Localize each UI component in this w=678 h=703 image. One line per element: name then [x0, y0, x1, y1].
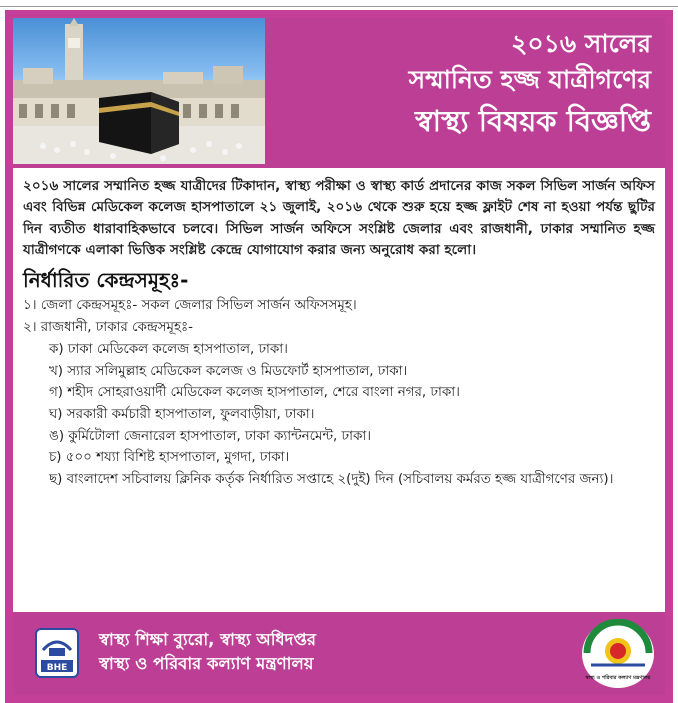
list-item: গ) শহীদ সোহরাওয়ার্দী মেডিকেল কলেজ হাসপাতাল, শেরে বাংলা নগর, ঢাকা। — [49, 385, 460, 401]
bhe-logo-icon — [35, 628, 79, 678]
issuer-ministry: স্বাস্থ্য ও পরিবার কল্যাণ মন্ত্রণালয় — [99, 654, 314, 673]
issuer-bureau: স্বাস্থ্য শিক্ষা ব্যুরো, স্বাস্থ্য অধিদপ্তর — [99, 630, 316, 649]
bhe-logo-text: BHE — [46, 663, 68, 673]
list-item: ২। রাজধানী, ঢাকার কেন্দ্রসমূহঃ- — [23, 320, 193, 336]
list-item: ১। জেলা কেন্দ্রসমূহঃ- সকল জেলার সিভিল সার্জন অফিসসমূহ। — [23, 298, 357, 314]
headline-pilgrims: সম্মানিত হজ্জ যাত্রীগণের — [408, 65, 651, 94]
top-rule — [0, 0, 678, 7]
ministry-seal-icon — [581, 619, 655, 689]
headline-notice: স্বাস্থ্য বিষয়ক বিজ্ঞপ্তি — [415, 104, 651, 138]
header-banner — [13, 18, 665, 168]
centers-list — [23, 295, 655, 339]
kaaba-photo — [13, 18, 265, 164]
footer-issuer — [99, 628, 316, 676]
headline — [251, 26, 651, 144]
list-item: ঘ) সরকারী কর্মচারী হাসপাতাল, ফুলবাড়ীয়া, ঢাকা। — [49, 406, 315, 422]
list-item: ঙ) কুর্মিটোলা জেনারেল হাসপাতাল, ঢাকা ক্যান্টনমেন্ট, ঢাকা। — [49, 428, 372, 444]
list-item: খ) স্যার সলিমুল্লাহ মেডিকেল কলেজ ও মিডফোর্ট হাসপাতাল, ঢাকা। — [49, 363, 408, 379]
notice-content — [23, 176, 655, 490]
centers-heading: নির্ধারিত কেন্দ্রসমূহঃ- — [23, 268, 189, 293]
headline-year: ২০১৬ সালের — [511, 29, 651, 58]
dhaka-centers-list — [23, 339, 655, 490]
notice-frame — [5, 10, 673, 703]
list-item: ক) ঢাকা মেডিকেল কলেজ হাসপাতাল, ঢাকা। — [49, 342, 288, 358]
list-item: চ) ৫০০ শয্যা বিশিষ্ট হাসপাতাল, মুগদা, ঢাকা। — [49, 450, 290, 466]
list-item: ছ) বাংলাদেশ সচিবালয় ক্লিনিক কর্তৃক নির্ধারিত সপ্তাহে ২(দুই) দিন (সচিবালয় কর্মরত হজ্জ যাত্রীগণের জন্য)। — [49, 471, 614, 487]
intro-paragraph: ২০১৬ সালের সম্মানিত হজ্জ যাত্রীদের টিকাদান, স্বাস্থ্য পরীক্ষা ও স্বাস্থ্য কার্ড প্রদানের কাজ সকল সিভিল সার্জন অফিস এবং বিভিন্ন মেডিকেল কলেজ হাসপাতালে ২১ জুলাই, ২০১৬ থেকে শুরু হয়ে হজ্জ ফ্লাইট শেষ না হওয়া পর্যন্ত ছুটির দিন ব্যতীত ধারাবাহিকভাবে চলবে। সিভিল সার্জন অফিসে সংশ্লিষ্ট জেলার এবং রাজধানী, ঢাকার সম্মানিত হজ্জ যাত্রীগণকে এলাকা ভিত্তিক সংশ্লিষ্ট কেন্দ্রে যোগাযোগ করার জন্য অনুরোধ করা হলো। — [23, 178, 655, 258]
seal-text: স্বাস্থ্য ও পরিবার কল্যাণ মন্ত্রণালয় — [585, 675, 651, 681]
footer-banner — [13, 612, 665, 695]
